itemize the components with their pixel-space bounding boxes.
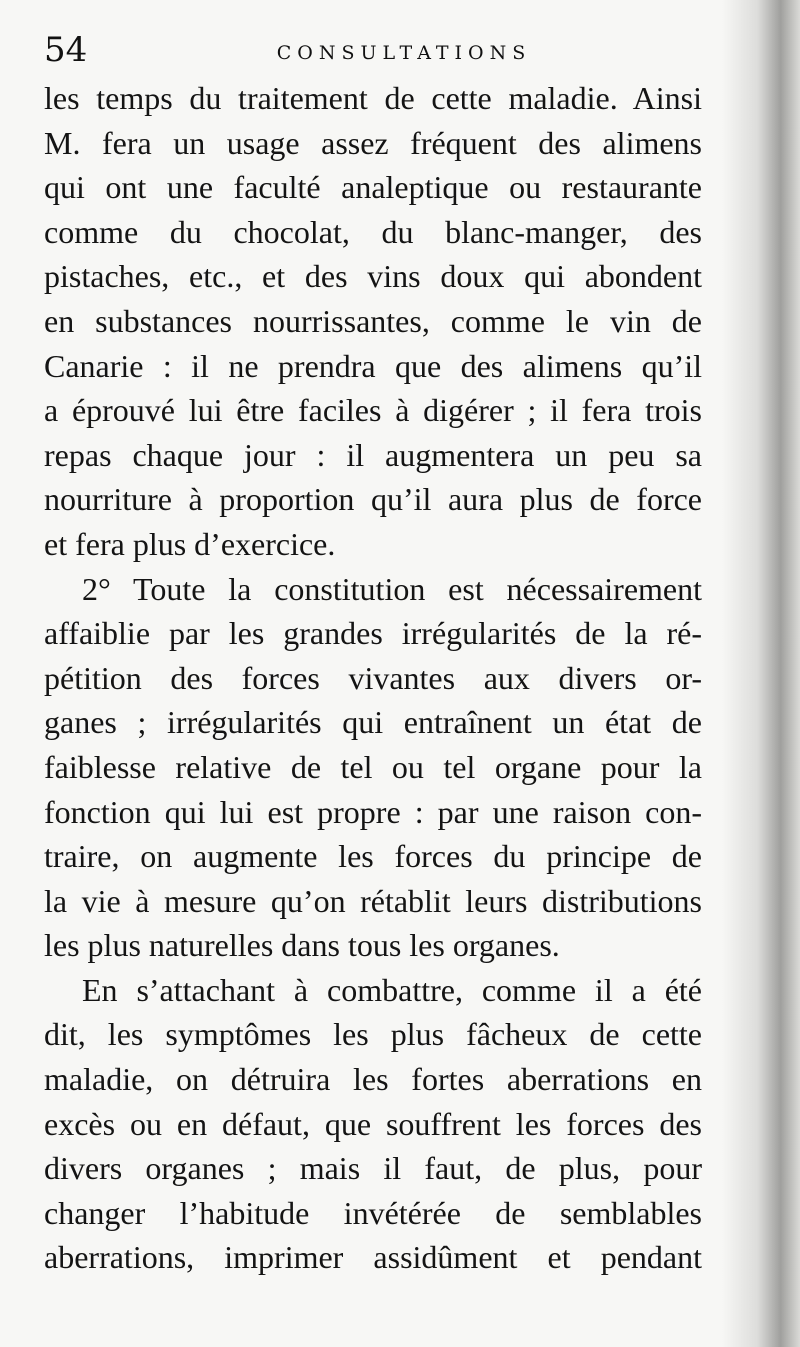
text-line: M. fera un usage assez fréquent des alimens	[44, 124, 702, 161]
page-number: 54	[44, 30, 88, 70]
text-line: pistaches, etc., et des vins doux qui abondent	[44, 258, 702, 295]
text-line: maladie, on détruira les fortes aberrations en	[44, 1061, 702, 1098]
text-line: 2° Toute la constitution est nécessairement	[82, 570, 702, 607]
text-line: aberrations, imprimer assidûment et pendant	[44, 1239, 702, 1276]
page-gutter-shadow	[722, 0, 800, 1347]
text-line: dit, les symptômes les plus fâcheux de cette	[44, 1016, 702, 1053]
text-line: fonction qui lui est propre : par une raison con-	[44, 793, 702, 830]
text-line: repas chaque jour : il augmentera un peu sa	[44, 436, 702, 473]
text-line: la vie à mesure qu’on rétablit leurs distributions	[44, 882, 702, 919]
text-line: ganes ; irrégularités qui entraînent un état de	[44, 704, 702, 741]
text-line: pétition des forces vivantes aux divers or-	[44, 659, 702, 696]
text-line: changer l’habitude invétérée de semblables	[44, 1194, 702, 1231]
text-line: et fera plus d’exercice.	[44, 525, 336, 562]
text-line: les temps du traitement de cette maladie. Ainsi	[44, 80, 702, 116]
running-head: CONSULTATIONS	[276, 42, 532, 64]
text-line: Canarie : il ne prendra que des alimens qu’il	[44, 347, 702, 384]
text-line: affaiblie par les grandes irrégularités de la ré-	[44, 615, 702, 652]
text-line: faiblesse relative de tel ou tel organe pour la	[44, 748, 702, 785]
text-line: traire, on augmente les forces du principe de	[44, 838, 702, 875]
text-line: excès ou en défaut, que souffrent les forces des	[44, 1105, 702, 1142]
text-line: qui ont une faculté analeptique ou restaurante	[44, 169, 702, 206]
text-line: les plus naturelles dans tous les organes.	[44, 927, 560, 964]
page-header	[44, 30, 704, 74]
text-line: en substances nourrissantes, comme le vin de	[44, 302, 702, 339]
body-text	[44, 76, 702, 1280]
text-line: divers organes ; mais il faut, de plus, pour	[44, 1150, 702, 1187]
text-line: comme du chocolat, du blanc-manger, des	[44, 213, 702, 250]
text-line: nourriture à proportion qu’il aura plus de force	[44, 481, 702, 518]
text-line: a éprouvé lui être faciles à digérer ; il fera trois	[44, 392, 702, 429]
text-line: En s’attachant à combattre, comme il a été	[82, 971, 702, 1008]
